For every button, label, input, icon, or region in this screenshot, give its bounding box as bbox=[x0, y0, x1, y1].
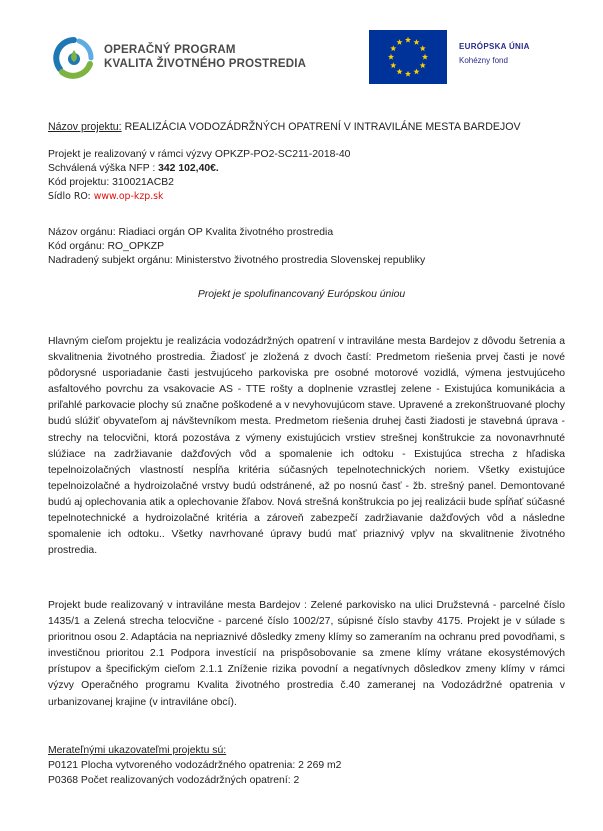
metrics-block bbox=[48, 743, 341, 788]
eu-flag-icon bbox=[369, 30, 447, 84]
eu-logo-text bbox=[459, 40, 530, 68]
sidlo-link[interactable]: www.op-kzp.sk bbox=[93, 191, 164, 202]
op-logo-line1: OPERAČNÝ PROGRAM bbox=[104, 44, 236, 56]
sidlo-line bbox=[48, 190, 350, 204]
project-code-line: Kód projektu: 310021ACB2 bbox=[48, 177, 174, 188]
organ-parent-line: Nadradený subjekt orgánu: Ministerstvo životného prostredia Slovenskej republiky bbox=[48, 255, 426, 266]
project-title bbox=[48, 120, 521, 134]
description-paragraph-2: Projekt bude realizovaný v intraviláne mesta Bardejov : Zelené parkovisko na ulici Družstevná - parcelné číslo 1435/1 a Zelená strecha telocvične - parcené číslo 1002/27, súpisné číslo stavby 4175. Projekt je v súlade s prioritnou osou 2. Adaptácia na nepriaznivé dôsledky zmeny klímy so zameraním na ochranu pred povodňami, s investičnou prioritou 2.1 Podpora investícií na prispôsobovanie sa zmene klímy vrátane ekosystémových prístupov a špecifickým cieľom 2.1.1 Zníženie rizika povodní a negatívnych dôsledkov zmeny klímy v rámci výzvy Operačného programu Kvalita životného prostredia č.40 zameranej na Vodozádržné opatrenia v urbanizovanej krajine (v intraviláne obcí). bbox=[48, 600, 565, 708]
eu-logo-line2: Kohézny fond bbox=[459, 56, 508, 65]
project-info-block bbox=[48, 148, 350, 204]
cofinance-note: Projekt je spolufinancovaný Európskou úniou bbox=[197, 289, 406, 300]
call-line: Projekt je realizovaný v rámci výzvy OPKZP-PO2-SC211-2018-40 bbox=[48, 149, 351, 160]
nfp-line bbox=[48, 162, 350, 176]
metric-item: P0121 Plocha vytvoreného vodozádržného opatrenia: 2 269 m2 bbox=[48, 760, 342, 771]
op-logo-line2: KVALITA ŽIVOTNÉHO PROSTREDIA bbox=[104, 58, 307, 70]
op-kzp-logo bbox=[52, 36, 322, 86]
organ-name-line: Názov orgánu: Riadiaci orgán OP Kvalita životného prostredia bbox=[48, 227, 334, 238]
nfp-label: Schválená výška NFP : bbox=[48, 163, 156, 174]
project-title-value: REALIZÁCIA VODOZÁDRŽNÝCH OPATRENÍ V INTRAVILÁNE MESTA BARDEJOV bbox=[124, 121, 521, 133]
organ-code-line: Kód orgánu: RO_OPKZP bbox=[48, 241, 165, 252]
metric-item: P0368 Počet realizovaných vodozádržných opatrení: 2 bbox=[48, 775, 300, 786]
description-paragraph-1: Hlavným cieľom projektu je realizácia vodozádržných opatrení v intraviláne mesta Bardejov z dôvodu šetrenia a skvalitnenia životného prostredia. Žiadosť je zložená z dvoch častí: Predmetom riešenia prvej časti je nové pôdorysné usporiadanie časti jestvujúceho parkoviska pre osobné motorové vozidlá, výmena jestvujúceho asfaltového povrchu za vsakovacie AS - TTE rošty a doplnenie vzrastlej zelene - Existujúca komunikácia a priľahlé parkovacie plochy sú značne poškodené a v nevyhovujúcom stave. Upravené a zrekonštruované plochy budú slúžiť obyvateľom aj návštevníkom mesta. Predmetom riešenia druhej časti žiadosti je stavebná úprava - strechy na telocvični, ktorá pozostáva z výmeny existujúcich vrstiev strešnej konštrukcie za novonavrhnuté slúžiace na zadržiavanie dažďových vôd a spomalenie ich odtoku - Existujúca strecha z hľadiska tepelnoizolačných vlastností nespĺňa kritéria súčasných tepelnotechnických noriem. Všetky existujúce tepelnoizolačné a hydroizolačné vrstvy budú odstránené, až po nosnú časť - žb. strešný panel. Demontované budú aj oplechovania atik a oplechovanie žľabov. Nová strešná konštrukcia po jej realizácii bude spĺňať súčasné tepelnotechnické a hydroizolačné kritéria a zároveň zabezpečí zadržiavanie dažďových vôd a následne spomalenie ich odtoku.. Všetky navrhované úpravy budú mať priaznivý vplyv na skvalitnenie životného prostredia. bbox=[48, 336, 565, 557]
project-title-label: Názov projektu: bbox=[48, 121, 122, 133]
op-kzp-logo-text bbox=[104, 43, 306, 71]
eu-logo-line1: EURÓPSKA ÚNIA bbox=[459, 42, 530, 51]
op-kzp-emblem-icon bbox=[52, 36, 96, 80]
organ-info-block bbox=[48, 226, 425, 268]
sidlo-label: Sídlo RO: bbox=[48, 191, 91, 202]
eu-logo bbox=[369, 30, 569, 88]
metrics-heading: Merateľnými ukazovateľmi projektu sú: bbox=[48, 745, 227, 756]
nfp-amount: 342 102,40€. bbox=[158, 163, 219, 174]
